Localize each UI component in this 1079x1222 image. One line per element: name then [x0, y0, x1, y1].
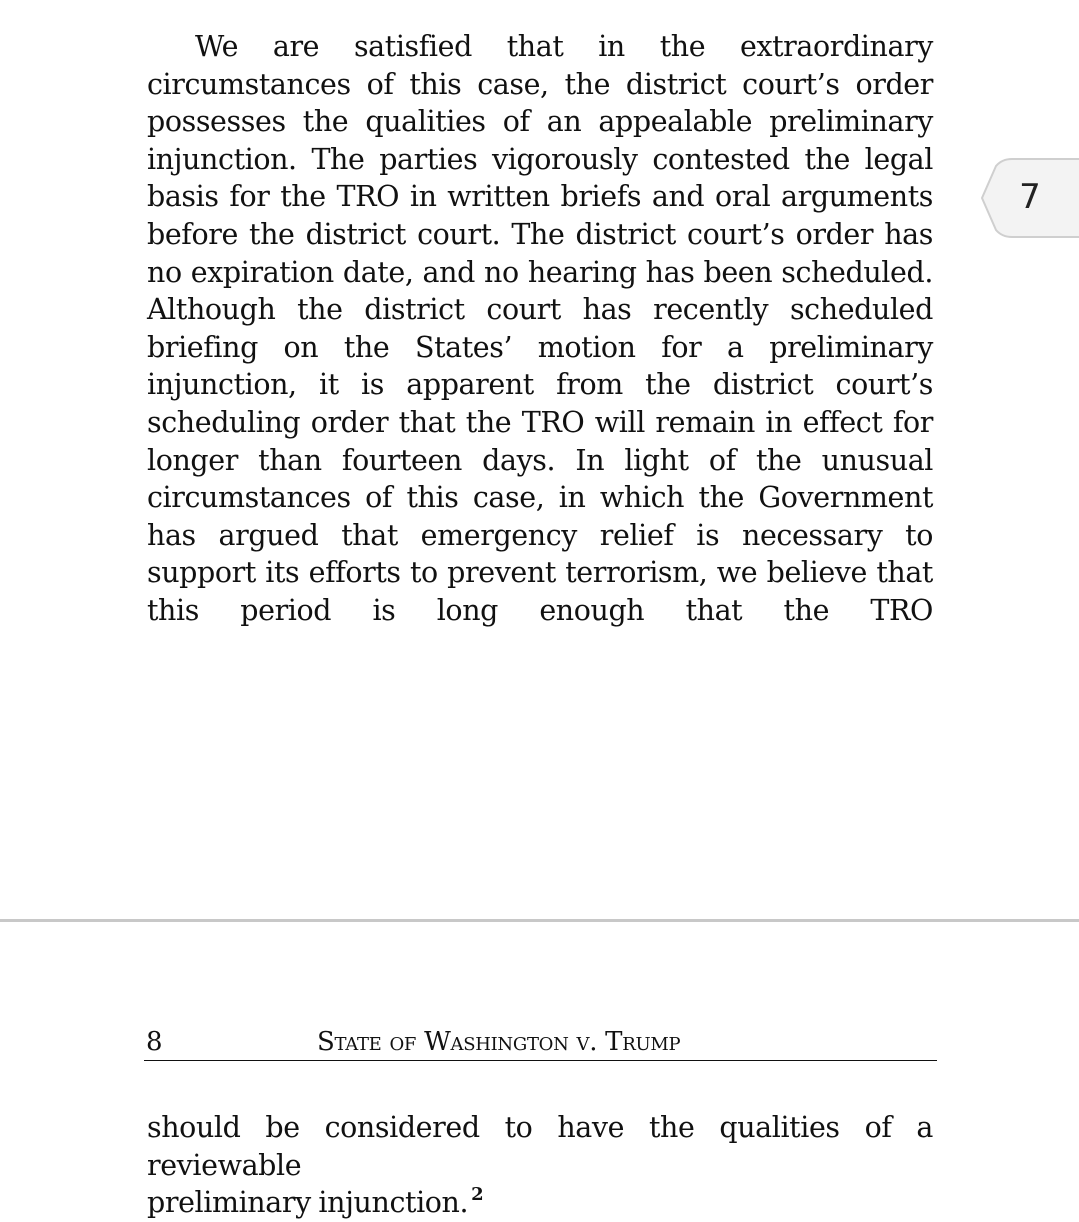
running-header [144, 1022, 937, 1061]
footnote-reference[interactable]: 2 [471, 1184, 484, 1206]
page-tab-number: 7 [1019, 177, 1041, 217]
next-page-line-2 [147, 1184, 933, 1222]
next-page-line-1: should be considered to have the qualities of a reviewable [147, 1111, 933, 1182]
next-page-line-2-text: preliminary injunction. [147, 1186, 469, 1220]
page-divider [0, 919, 1079, 922]
page-number-tab[interactable] [980, 157, 1079, 239]
paragraph-text: We are satisfied that in the extraordinary circumstances of this case, the district court’s order possesses the qualities of an appealable preliminary injunction. The parties vigorously contested the legal basis for the TRO in written briefs and oral arguments before the district court. The district court’s order has no expiration date, and no hearing has been scheduled. Although the district court has recently scheduled briefing on the States’ motion for a preliminary injunction, it is apparent from the district court’s scheduling order that the TRO will remain in effect for longer than fourteen days. In light of the unusual circumstances of this case, in which the Government has argued that emergency relief is necessary to support its efforts to prevent terrorism, we believe that this period is long enough that the TRO [147, 30, 933, 627]
body-paragraph [147, 28, 933, 630]
next-page-text [147, 1109, 933, 1222]
header-page-number: 8 [146, 1027, 163, 1057]
header-case-title: State of Washington v. Trump [317, 1027, 681, 1057]
